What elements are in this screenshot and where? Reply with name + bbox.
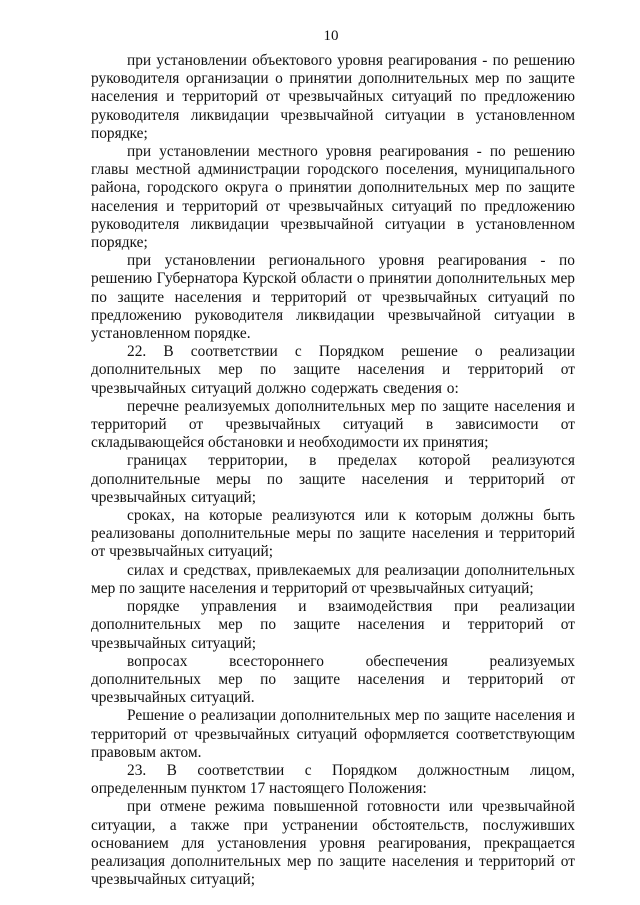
paragraph-cancellation: при отмене режима повышенной готовности или чрезвычайной ситуации, а также при устранении обстоятельств, послуживших основанием для установления уровня реагирования, прекращается реализация дополнительных мер по защите населения и территорий от чрезвычайных ситуаций; — [91, 798, 575, 889]
paragraph-decision-act: Решение о реализации дополнительных мер по защите населения и территорий от чрезвычайных ситуаций оформляется соответствующим правовым актом. — [91, 707, 575, 761]
paragraph-local-level-response: при установлении местного уровня реагирования - по решению главы местной администрации городского поселения, муниципального района, городского округа о принятии дополнительных мер по защите населения и территорий от чрезвычайных ситуаций по предложению руководителя ликвидации чрезвычайной ситуации в установленном порядке; — [91, 143, 575, 252]
paragraph-list-measures: перечне реализуемых дополнительных мер по защите населения и территорий от чрезвычайных ситуаций в зависимости от складывающейся обстановки и необходимости их принятия; — [91, 397, 575, 452]
paragraph-item-22: 22. В соответствии с Порядком решение о реализации дополнительных мер по защите населения и территорий от чрезвычайных ситуаций должно содержать сведения о: — [91, 343, 575, 397]
paragraph-list-forces: силах и средствах, привлекаемых для реализации дополнительных мер по защите населения и территорий от чрезвычайных ситуаций; — [91, 561, 575, 597]
paragraph-list-boundaries: границах территории, в пределах которой реализуются дополнительные меры по защите населения и территорий от чрезвычайных ситуаций; — [91, 452, 575, 506]
paragraph-regional-level-response: при установлении регионального уровня реагирования - по решению Губернатора Курской области о принятии дополнительных мер по защите населения и территорий от чрезвычайных ситуаций по предложению руководителя ликвидации чрезвычайной ситуации в установленном порядке. — [91, 252, 575, 343]
paragraph-list-terms: сроках, на которые реализуются или к которым должны быть реализованы дополнительные меры по защите населения и территорий от чрезвычайных ситуаций; — [91, 507, 575, 561]
paragraph-list-support: вопросах всестороннего обеспечения реализуемых дополнительных мер по защите населения и территорий от чрезвычайных ситуаций. — [91, 652, 575, 707]
document-body — [91, 52, 575, 889]
page-number: 10 — [323, 28, 339, 44]
paragraph-item-23: 23. В соответствии с Порядком должностным лицом, определенным пунктом 17 настоящего Положения: — [91, 761, 575, 798]
paragraph-object-level-response: при установлении объектового уровня реагирования - по решению руководителя организации о принятии дополнительных мер по защите населения и территорий от чрезвычайных ситуаций по предложению руководителя ликвидации чрезвычайной ситуации в установленном порядке; — [91, 52, 575, 142]
paragraph-list-management: порядке управления и взаимодействия при реализации дополнительных мер по защите населения и территорий от чрезвычайных ситуаций; — [91, 598, 575, 652]
